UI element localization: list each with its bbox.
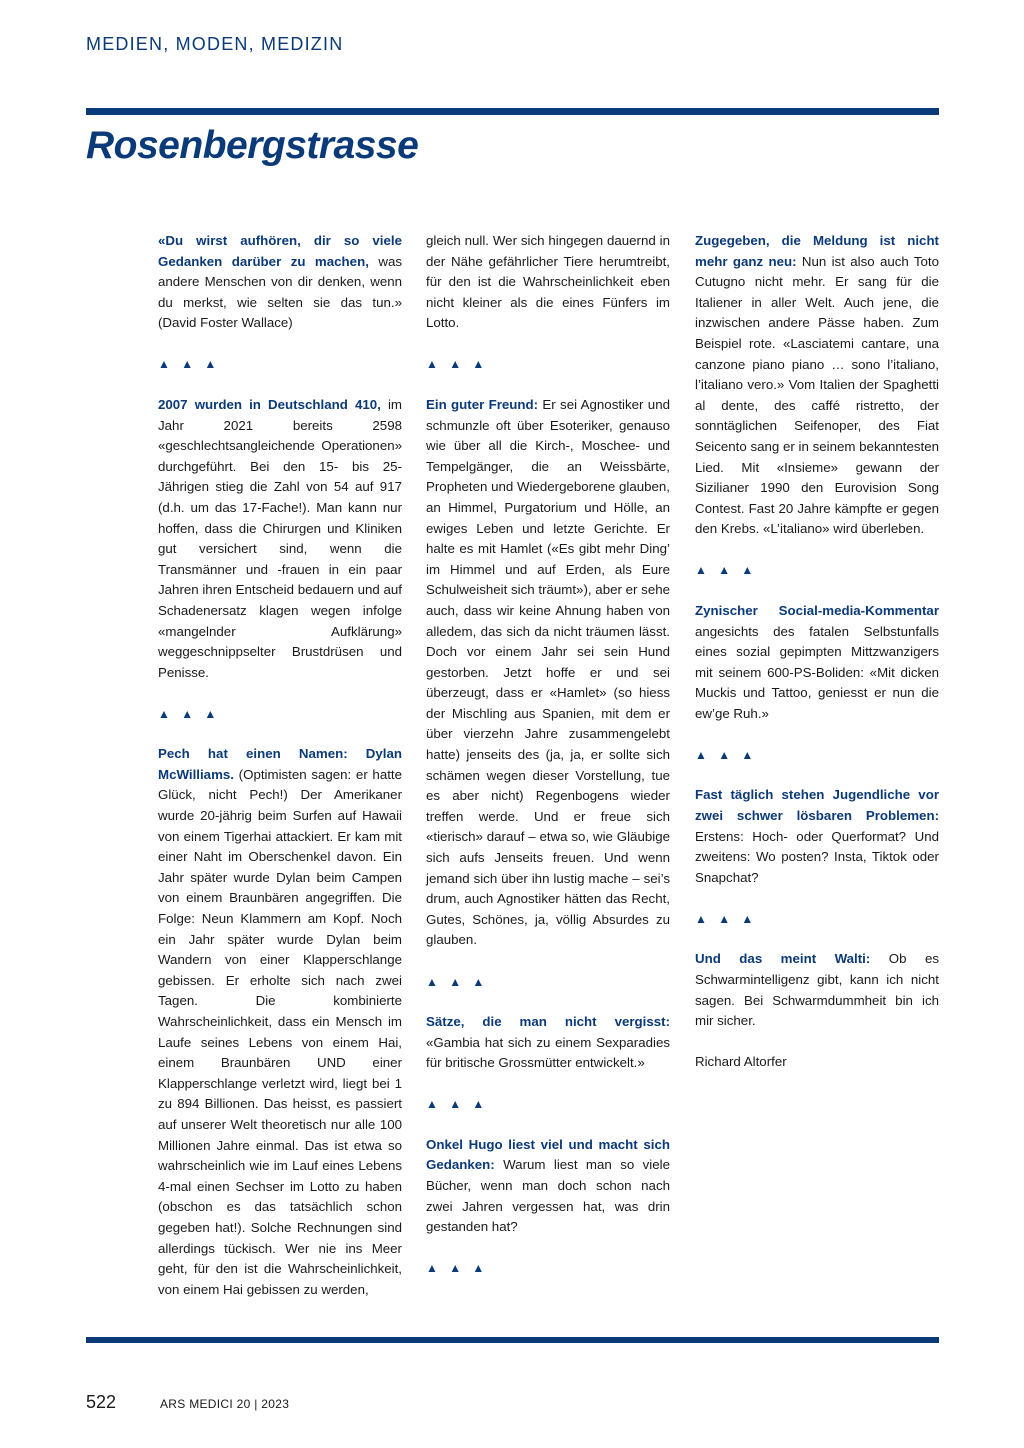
separator-triangles-icon: ▲ ▲ ▲ — [426, 357, 489, 372]
entry-body: Er sei Agnostiker und schmunzle oft über Esoteriker, genauso wie über all die Kirch-, Moschee- und Tempelgänger, die an Weissbärte, Propheten und Wiedergeborene glauben, an Himmel, Purgatorium und Hölle, an ewiges Leben und letzte Gerichte. Er halte es mit Hamlet («Es gibt mehr Ding’ im Himmel und auf Erden, als Eure Schulweisheit sich träumt»), aber er sehe auch, dass wir keine Ahnung haben von alledem, das sich da nicht träumen lässt. Doch vor einem Jahr sei sein Hund gestorben. Jetzt hoffe er und sei überzeugt, dass er «Hamlet» (so hiess der Mischling aus Spanien, mit dem er über vierzehn Jahre zusammengelebt hatte) jenseits des (ja, ja, er sollte sich schämen wegen dieser Vorstellung, tue es aber nicht) Regenbogens wieder treffen werde. Und er freue sich «tierisch» darauf – etwa so, wie Gläubige sich aufs Jenseits freuen. Und wenn jemand sich über ihn lustig mache – sei’s drum, auch Agnostiker hätten das Recht, Gutes, Schönes, ja, völlig Absurdes zu glauben. — [426, 396, 670, 948]
entry-3 — [158, 744, 402, 1300]
entry-7 — [695, 231, 939, 540]
entry-lead: 2007 wurden in Deutschland 410, — [158, 396, 381, 412]
separator-triangles-icon: ▲ ▲ ▲ — [695, 747, 758, 762]
entry-8 — [695, 601, 939, 725]
entry-body: Nun ist also auch Toto Cutugno nicht mehr. Er sang für die Italiener in aller Welt. Auch jene, die inzwischen andere Pässe haben. Zum Beispiel rote. «Lasciatemi cantare, una canzone piano piano … sono l’italiano, l’italiano vero.» Vom Italien der Spaghetti al dente, des caffé ristretto, der sonntäglichen Seifenoper, des Fiat Seicento sang er in seinem bekanntesten Lied. Mit «Insieme» gewann der Sizilianer 1990 den Eurovision Song Contest. Fast 20 Jahre kämpfte er gegen den Krebs. «L’italiano» wird überleben. — [695, 253, 940, 537]
author-signature: Richard Altorfer — [695, 1053, 787, 1069]
entry-lead: Zugegeben, die Meldung ist nicht mehr ganz neu: — [695, 233, 939, 269]
separator-triangles-icon: ▲ ▲ ▲ — [695, 911, 758, 926]
entry-2 — [158, 395, 402, 683]
entry-9 — [695, 785, 939, 888]
entry-lead: Pech hat einen Namen: Dylan McWilliams. — [158, 746, 402, 782]
column-1 — [158, 231, 402, 1300]
column-2 — [426, 231, 670, 1299]
entry-lead: Fast täglich stehen Jugendliche vor zwei schwer lösbaren Problemen: — [695, 787, 939, 824]
entry-body: angesichts des fatalen Selbstunfalls eines sozial gepimpten Mittzwanzigers mit seinem 600-PS-Boliden: «Mit dicken Muckis und Tattoo, geniesst er nun die ew’ge Ruh.» — [695, 623, 939, 721]
separator-triangles-icon: ▲ ▲ ▲ — [426, 1097, 489, 1112]
entry-body: (Optimisten sagen: er hatte Glück, nicht Pech!) Der Amerikaner wurde 20-jährig beim Surfen auf Hawaii von einem Tigerhai attackiert. Er kam mit einer Naht im Oberschenkel davon. Ein Jahr später wurde Dylan beim Campen von einem Braunbären angegriffen. Die Folge: Neun Klammern am Kopf. Noch ein Jahr später wurde Dylan beim Wandern von einer Klapperschlange gebissen. Er erholte sich nach zwei Tagen. Die kombinierte Wahrscheinlichkeit, dass ein Mensch im Laufe seines Lebens von einem Hai, einem Braunbären UND einer Klapperschlange verletzt wird, liegt bei 1 zu 894 Billionen. Das heisst, es passiert auf unserer Welt theoretisch nur alle 100 Millionen Jahre einmal. Das ist etwa so wahrscheinlich wie im Lauf eines Lebens 4-mal einen Sechser im Lotto zu haben (obschon es das tatsächlich schon gegeben hat!). Solche Rechnungen sind allerdings tückisch. Wer nie ins Meer geht, für den ist die Wahrscheinlichkeit, von einem Hai gebissen zu werden, — [158, 766, 402, 1297]
entry-lead: Sätze, die man nicht vergisst: — [426, 1014, 670, 1029]
entry-4 — [426, 395, 670, 951]
entry-body: Ob es Schwarmintelligenz gibt, kann ich nicht sagen. Bei Schwarmdummheit bin ich mir sicher. — [695, 951, 939, 1029]
section-label: MEDIEN, MODEN, MEDIZIN — [86, 34, 344, 54]
entry-body: im Jahr 2021 bereits 2598 «geschlechtsangleichende Operationen» durchgeführt. Bei den 15- bis 25-Jährigen stieg die Zahl von 54 auf 917 (d.h. um das 17-Fache!). Man kann nur hoffen, dass die Chirurgen und Kliniken gut versichert sind, wenn die Transmänner und -frauen in ein paar Jahren ihren Entscheid bedauern und auf Schadenersatz klagen wegen infolge «mangelnder Aufklärung» weggeschnippselter Brustdrüsen und Penisse. — [158, 396, 402, 680]
entry-body: was andere Menschen von dir denken, wenn du merkst, wie selten sie das tun.» (David Foster Wallace) — [158, 253, 402, 331]
column-3 — [695, 231, 939, 1072]
entry-3-continued: gleich null. Wer sich hingegen dauernd in der Nähe gefährlicher Tiere herumtreibt, für den ist die Wahrscheinlichkeit eben nicht kleiner als die eines Fünfers im Lotto. — [426, 233, 670, 331]
page-number: 522 — [86, 1392, 117, 1412]
entry-lead: Zynischer Social-media-Kommentar — [695, 602, 939, 618]
entry-lead: Und das meint Walti: — [695, 951, 871, 967]
entry-lead: Onkel Hugo liest viel und macht sich Gedanken: — [426, 1136, 670, 1173]
journal-issue: ARS MEDICI 20 | 2023 — [160, 1397, 290, 1411]
entry-body: «Gambia hat sich zu einem Sexparadies für britische Grossmütter entwickelt.» — [426, 1034, 670, 1071]
footer-rule — [86, 1337, 939, 1343]
entry-10 — [695, 949, 939, 1031]
entry-body: Warum liest man so viele Bücher, wenn man doch schon nach zwei Jahren vergessen hat, was drin gestanden hat? — [426, 1157, 670, 1235]
entry-body: Erstens: Hoch- oder Querformat? Und zweitens: Wo posten? Insta, Tiktok oder Snapchat? — [695, 828, 939, 885]
separator-triangles-icon: ▲ ▲ ▲ — [426, 1261, 489, 1276]
entry-5 — [426, 1012, 670, 1074]
entry-lead: «Du wirst aufhören, dir so viele Gedanken darüber zu machen, — [158, 233, 402, 269]
article-title: Rosenbergstrasse — [86, 124, 419, 167]
header-rule — [86, 108, 939, 115]
separator-triangles-icon: ▲ ▲ ▲ — [695, 563, 758, 578]
entry-1 — [158, 231, 402, 334]
separator-triangles-icon: ▲ ▲ ▲ — [158, 706, 221, 721]
entry-6 — [426, 1135, 670, 1238]
entry-lead: Ein guter Freund: — [426, 396, 539, 412]
separator-triangles-icon: ▲ ▲ ▲ — [426, 974, 489, 989]
separator-triangles-icon: ▲ ▲ ▲ — [158, 357, 221, 372]
